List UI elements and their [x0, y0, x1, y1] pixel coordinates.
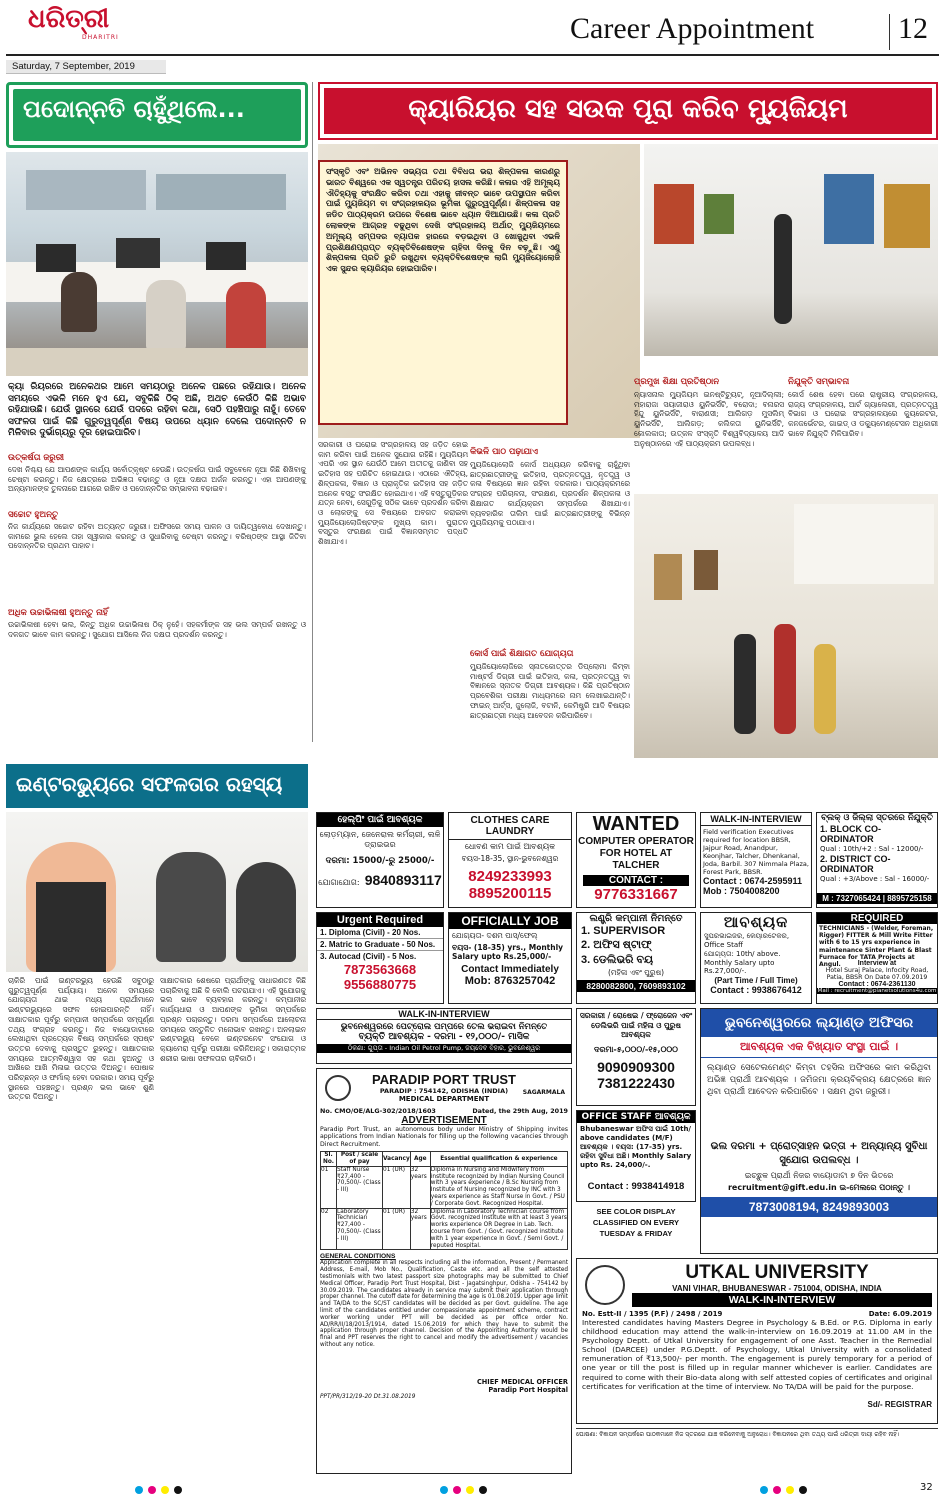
paradip-title: PARADIP PORT TRUST	[372, 1072, 516, 1087]
column-rule	[312, 82, 313, 742]
table-cell: Diploma in Nursing and Midwifery from institute recognized by Indian Nursing Council with 3 years experience / B.Sc Nursing from Institute of Nursing recognized by INC with 3 years experience as Staff Nurse in Govt. / PSU / Corporate Govt. Recognized Hospital.	[430, 1166, 567, 1208]
ad-urgent-row3: 3. Autocad (Civil) - 5 Nos.	[320, 952, 417, 961]
ad-abasyak	[700, 912, 812, 1004]
table-cell: Diploma in Laboratory Technician course from Govt. recognized Institute with at least 3 years works experience OR Degree in Lab. Tech. course from Govt. / Govt. recognized institute with 1 year experience in Govt. / Semi Govt. / reputed Hospital.	[430, 1208, 567, 1249]
ad-abasyak-type: (Part Time / Full Time)	[714, 975, 798, 985]
ad-laundry-phone1: 8249233993	[468, 868, 552, 885]
ad-petrol-line3: ବ୍ୟକ୍ତି ଆବଶ୍ୟକ - ଦରମା - ୧୨,୦୦୦/- ମାସିକ	[358, 1032, 530, 1042]
ad-coordinator-title: ବ୍ଲକ୍ ଓ ଜିଲ୍ଲା ସ୍ତରରେ ନିଯୁକ୍ତି	[821, 813, 933, 823]
paradip-ref-no: No. CMO/OE/ALG-302/2018/1603	[320, 1107, 436, 1115]
rule-vertical	[889, 14, 890, 50]
utkal-signatory: Sd/- REGISTRAR	[867, 1400, 932, 1409]
promotion-p1: ଦେଖ ନିଶ୍ଚୟ ଯେ ଆପଣଙ୍କ କାର୍ଯ୍ୟ ସର୍ବୋତ୍କୃଷ୍ଟ ହେଉଛି। ଉତ୍କର୍ଷତା ପାଇଁ ସବୁବେଳେ ନୂଆ କିଛି ଶିଖିବାକୁ ଚେଷ୍ଟା କରନ୍ତୁ। ନିଜ କ୍ଷେତ୍ରରେ ଅଭିଜ୍ଞତା ବଢାନ୍ତୁ ଓ ନୂଆ ଦକ୍ଷତା ଅର୍ଜନ କରନ୍ତୁ। ଏହା ଆପଣଙ୍କୁ ଅନ୍ୟମାନଙ୍କ ତୁଳନାରେ ଆଗରେ ରଖିବ ଓ ପଦୋନ୍ନତିର ସମ୍ଭାବନା ବଢାଇବ।	[8, 465, 306, 494]
table-cell: Laboratory Technician ₹27,400 - 70,500/- (Class - III)	[337, 1208, 383, 1250]
museum-headline-bar	[318, 82, 938, 140]
ad-land-officer-subtitle: ଆବଶ୍ୟକ ଏକ ବିଖ୍ୟାତ ସଂସ୍ଥା ପାଇଁ ।	[701, 1037, 937, 1058]
ad-office-staff-title: OFFICE STAFF ଆବଶ୍ୟକ	[577, 1111, 695, 1123]
ad-abasyak-title: ଆବଶ୍ୟକ	[723, 913, 789, 931]
ad-urgent-title: Urgent Required	[317, 913, 443, 927]
ad-laundry-company-r1: 1. SUPERVISOR	[581, 925, 666, 937]
ad-wanted-body: COMPUTER OPERATOR FOR HOTEL AT TALCHER	[578, 836, 694, 871]
museum-headline: କ୍ୟାରିୟର ସହ ସଉକ ପୂରା କରିବ ମ୍ୟୁଜିୟମ	[408, 94, 848, 124]
ad-abasyak-posts: ସୁପରଭାଇଜର, କେୟାରଟେକର, Office Staff	[704, 932, 790, 949]
masthead	[0, 0, 945, 72]
ad-petrol-address: ଠିକଣା: ଗୁପ୍ତା - Indian Oil Petrol Pump, ଜୟଦେବ ବିହାର, ଭୁବନେଶ୍ୱର	[317, 1044, 571, 1053]
promotion-sub3: ଅଧିକ ଉଚ୍ଚାଭିଳାଷୀ ହୁଅନ୍ତୁ ନାହିଁ	[8, 608, 108, 618]
ad-laundry-company-phones: 8280082800, 7609893102	[577, 980, 695, 992]
ad-official-job-contact: Contact Immediately	[461, 964, 559, 975]
ad-wanted-contact-label: CONTACT :	[583, 875, 689, 886]
ad-urgent-row2: 2. Matric to Graduate - 50 Nos.	[317, 939, 443, 951]
museum-lead: ସଂସ୍କୃତି ଏବଂ ଅଭିନବ ସଭ୍ୟତା ତଥା ବିବିଧତା ଭରା ଶିଳ୍ପକଳା କାରଣରୁ ଭାରତ ବିଶ୍ୱରେ ଏକ ସ୍ୱତନ୍ତ୍ର ପରିଚୟ ହାସଲ କରିଛି। କଳାର ଏହି ଅମୂଲ୍ୟ ଐତିହ୍ୟକୁ ସଂରକ୍ଷିତ କରିବା ତଥା ଏହାକୁ ଜୀବନ୍ତ ଭାବେ ଉପସ୍ଥାପନ କରିବା ପାଇଁ ମ୍ୟୁଜିୟମ ବା ସଂଗ୍ରହାଳୟର ଭୂମିକା ଗୁରୁତ୍ୱପୂର୍ଣ୍ଣ। ଶିଳ୍ପକଳା ସହ ଜଡିତ ପାଠ୍ୟକ୍ରମ ଉପରେ ବିଶେଷ ଭାବେ ଧ୍ୟାନ ଦିଆଯାଉଛି। କଳା ପ୍ରତି ଲୋକଙ୍କ ଆଗ୍ରହ ବଢୁଥିବା ଦେଖି ସଂଗ୍ରହାଳୟ ଅର୍ଥାତ୍ ମ୍ୟୁଜିୟମରେ ଅମୂଲ୍ୟ ସମ୍ପଦର ବ୍ୟାପକ ହାରରେ ବଡ଼ଇଥିବା ଓ ଖୋଜୁଥିବା ଏଭଳି ପ୍ରଶିକ୍ଷଣପ୍ରାପ୍ତ ବ୍ୟକ୍ତିବିଶେଷଙ୍କ ଚାହିଦା ଦିନକୁ ଦିନ ବଢ଼ୁଛି। ଏଣୁ ଶିଳ୍ପକଳା ପ୍ରତି ରୁଚି ରଖୁଥିବା ବ୍ୟକ୍ତିବିଶେଷଙ୍କ ଲାଗି ମ୍ୟୁଜିୟୋଲୋଜି ଏକ ସୁନ୍ଦର କ୍ୟାରିୟର ହୋଇପାରିବ।	[326, 167, 560, 274]
sagarmala-logo: SAGARMALA	[522, 1089, 565, 1096]
ad-urgent-row1: 1. Diploma (Civil) - 20 Nos.	[317, 927, 443, 939]
color-display-note: SEE COLOR DISPLAY CLASSIFIED ON EVERY TUESDAY & FRIDAY	[592, 1207, 680, 1238]
museum-sub4: ନିଯୁକ୍ତି ସମ୍ଭାବନା	[788, 377, 850, 387]
ad-helping-salary: ଦରମା: 15000/-ରୁ 25000/-	[325, 856, 435, 866]
gallery-photo-right	[644, 144, 938, 356]
utkal-body: Interested candidates having Masters Degree in Psychology & B.Ed. or P.G. Diploma in early childhood education may attend the walk-in-interview on 16.09.2019 at 11.00 AM in the Psychology Deptt. of Utkal University for engagement of one Asst. Teacher in the Remedial School (DARCEE) under P.G.Deptt. of Psychology, Utkal University with a consolidated remuneration of ₹13,500/- per month. The engagement is purely temporary for a period of one year or till the post is filled up in regular manner whichever is earlier. Candidates are required to come with their Bio-data along with self attested copies of certificates and original certificates for verification at the time of interview. No TA/DA will be paid for the purpose.	[582, 1318, 932, 1391]
ad-laundry-title: CLOTHES CARE LAUNDRY	[449, 813, 571, 840]
interview-headline: ଇଣ୍ଟରଭ୍ୟୁରେ ସଫଳତାର ରହସ୍ୟ	[16, 772, 283, 796]
ad-land-officer-email: recruitment@gift.edu.in ଇ-ମେଲରେ ପଠାନ୍ତୁ ।	[727, 1183, 911, 1192]
issue-date: Saturday, 7 September, 2019	[12, 61, 135, 72]
ad-urgent	[316, 912, 444, 1004]
interview-photo	[6, 812, 308, 972]
utkal-walkin: WALK-IN-INTERVIEW	[632, 1293, 932, 1307]
ad-technicians-contact: Contact : 0674-2361130	[838, 981, 916, 988]
utkal-date: Date: 6.09.2019	[868, 1310, 932, 1318]
logo-text: ଧରିତ୍ରୀ	[28, 4, 110, 34]
table-header: Age	[410, 1152, 430, 1167]
ad-delivery-phone1: 9090909300	[597, 1058, 675, 1075]
paradip-signatory: CHIEF MEDICAL OFFICER	[476, 1378, 568, 1387]
footer-disclaimer: ଘୋଷଣା: ବିଜ୍ଞାପନ ସମ୍ପର୍କରେ ପାଠକମାନେ ନିଜ ସ୍ତରରେ ଯାଞ୍ଚ କରିନେବାକୁ ଅନୁରୋଧ। ବିଜ୍ଞାପନରେ ଥିବା ତଥ୍ୟ ପାଇଁ ଧରିତ୍ରୀ ଦାୟୀ ରହିବ ନାହିଁ।	[576, 1428, 938, 1464]
ad-laundry-phone2: 8895200115	[468, 885, 552, 902]
ad-delivery-salary: ଦରମା-୫,୦୦୦/-୧୫,୦୦୦	[594, 1044, 678, 1054]
museum-sub2: କୋର୍ସ ପାଇଁ ଶିକ୍ଷାଗତ ଯୋଗ୍ୟତା	[470, 649, 574, 659]
ad-land-officer-apply: ଇଚ୍ଛୁକ ପ୍ରାର୍ଥୀ ନିଜର ବାୟୋଡାଟା ୭ ଦିନ ଭିତରେ	[744, 1171, 894, 1180]
ad-abasyak-contact: Contact : 9938676412	[710, 984, 802, 995]
table-header-row	[321, 1152, 568, 1167]
ad-delivery-body: ସରକାରୀ / ରୋଷେଇ / ଫ୍ରୋଜେନ ଏବଂ ଡେଲିଭରି ପାଇଁ ମହିଳା ଓ ପୁରୁଷ ଆବଶ୍ୟକ	[579, 1011, 693, 1039]
table-cell: 01 (UR)	[383, 1166, 411, 1208]
promotion-sub1: ଉତ୍କର୍ଷତା ଜରୁରୀ	[8, 453, 65, 463]
utkal-ref-no: No. Estt-II / 1395 (P.F) / 2498 / 2019	[582, 1310, 723, 1318]
museum-col4-top	[634, 360, 784, 374]
table-header: Vacancy	[383, 1152, 411, 1167]
ad-coordinator-post2: 2. DISTRICT CO-ORDINATOR	[820, 854, 891, 874]
ad-wanted	[576, 812, 696, 908]
ad-laundry-company-title: ଲଣ୍ଡ୍ରି କମ୍ପାନୀ ନିମନ୍ତେ	[589, 913, 683, 924]
ad-utkal-university	[576, 1258, 938, 1424]
ad-laundry	[448, 812, 572, 908]
ad-petrol-pump	[316, 1008, 572, 1064]
ad-technicians-title: REQUIRED	[817, 913, 937, 924]
ad-helping-contact-label: ଯୋଗାଯୋଗ:	[318, 878, 360, 887]
table-row	[321, 1208, 568, 1250]
ad-helping-title: ହେଲ୍ପିଂ ପାଇଁ ଆବଶ୍ୟକ	[317, 813, 443, 827]
ad-land-officer	[700, 1008, 938, 1254]
promotion-headline-bar	[6, 82, 308, 148]
ad-office-staff	[576, 1110, 696, 1202]
date-bar	[6, 60, 166, 74]
paradip-signatory-org: Paradip Port Hospital	[488, 1386, 568, 1395]
ad-technicians-body: TECHNICIANS - (Welder, Foreman, Rigger) FITTER & Mill Write Fitter with 6 to 15 yrs experience in maintenance Sinter Plant & Blast Furnace for TATA Projects at Angul.	[819, 925, 934, 969]
ad-helping-roles: ଲୋଡ଼ମ୍ୟାନ, ଜେନେରାଲ କର୍ମଚାରୀ, ଲଳି ଡ୍ରାଇଭର	[319, 830, 441, 849]
ad-delivery	[576, 1008, 696, 1106]
ad-coordinator-phones: M : 7327065424 | 8895725158	[817, 893, 937, 904]
ad-laundry-company-note: (ମହିଳା ଏବଂ ପୁରୁଷ)	[607, 968, 665, 977]
ad-paradip-port	[316, 1068, 572, 1474]
museum-col1b	[318, 572, 468, 758]
logo-subtext: DHARITRI	[82, 34, 119, 41]
ad-laundry-line2: ଧୋବଣ କାମ ପାଇଁ ଆବଶ୍ୟକ	[464, 842, 556, 851]
museum-col5: କୋର୍ସ ଶେଷ ହେବା ପରେ ରାଷ୍ଟ୍ରୀୟ ସଂଗ୍ରହାଳୟ, ରାଜ୍ୟ ସଂଗ୍ରହାଳୟ, ଆର୍ଟ ଗ୍ୟାଲେରୀ, ପ୍ରତ୍ନତତ୍ତ୍ୱ ବିଭାଗ ଓ ଘରୋଇ ସଂଗ୍ରହାଳୟରେ କ୍ୟୁରେଟର, କନଜର୍ଭେଟର, ଗାଇଡ୍ ଓ ଡକ୍ୟୁମେଣ୍ଟେସନ ଅଧିକାରୀ ଭାବେ ନିଯୁକ୍ତି ମିଳିପାରିବ।	[788, 390, 938, 438]
promotion-lead-text: କ୍ୟା ରିୟରରେ ଅନେକଥର ଆମେ ସମୟଠାରୁ ଅନେକ ପଛରେ ରହିଯାଉ। ଅନେକ ସମୟରେ ଏଭଳି ମନେ ହୁଏ ଯେ, ସବୁକିଛି ଠିକ୍ ଅଛି, ଅଥଚ କେଉଁଠି କିଛି ଅଭାବ ରହିଯାଉଛି। ଯେଉଁ ସ୍ଥାନରେ ଯେଉଁ ପଦରେ ରହିବା କଥା, ସେଠି ପହଞ୍ଚିପାରୁ ନାହୁଁ। ତେବେ ସଫଳତା ପାଇଁ କିଛି ଗୁରୁତ୍ୱପୂର୍ଣ୍ଣ ବିଷୟ ଉପରେ ଧ୍ୟାନ ଦେଲେ ପଦୋନ୍ନତି ନ ମିଳିବାର ଦୁର୍ଭାଗ୍ୟରୁ ଦୂର ହୋଇପାରିବ।	[8, 382, 306, 438]
table-header: Post / scale of pay	[337, 1152, 383, 1167]
ad-official-job-qual: ଯୋଗ୍ୟତା- ଦଶମ ପାସ୍/ଫେଲ୍	[452, 931, 538, 940]
ad-official-job-age: ବୟସ- (18-35) yrs., Monthly Salary upto Rs.25,000/-	[452, 943, 564, 961]
interview-col2: ସାକ୍ଷାତକାର ଶେଷରେ ପ୍ରାର୍ଥୀଙ୍କୁ ସାଧାରଣତଃ କିଛି ପଚାରିବାକୁ ଅଛି କି ବୋଲି ପଚରାଯାଏ। ଏହି ସୁଯୋଗକୁ ଭଲ ଭାବେ ବ୍ୟବହାର କରନ୍ତୁ। କମ୍ପାନୀର କାର୍ଯ୍ୟଧାରା ଓ ଆପଣଙ୍କ ଭୂମିକା ସମ୍ପର୍କରେ ପ୍ରଶ୍ନ ପଚାରନ୍ତୁ। ଦରମା ସମ୍ପର୍କରେ ଆଲୋଚନା ସମୟରେ ସନ୍ତୁଳିତ ମନୋଭାବ ରଖନ୍ତୁ। ଅନଲାଇନ ଇଣ୍ଟରଭ୍ୟୁ ବେଳେ ଇଣ୍ଟରନେଟ ସଂଯୋଗ ଓ କ୍ୟାମେରା ପୂର୍ବରୁ ପରୀକ୍ଷା କରିନିଅନ୍ତୁ। ସକାରାତ୍ମକ ଶରୀର ଭାଷା ସଫଳତାର ଚାବିକାଠି।	[160, 976, 306, 1063]
paradip-gc-title: GENERAL CONDITIONS	[320, 1253, 396, 1261]
gallery-photo-bottom	[634, 494, 938, 758]
promotion-headline: ପଦୋନ୍ନତି ଚାହୁଁଥିଲେ...	[23, 95, 245, 123]
table-cell: Staff Nurse ₹27,400 - 70,500/- (Class - III)	[337, 1166, 383, 1208]
museum-sub1: କିଭଳି ପାଠ ପଢ଼ାଯାଏ	[470, 447, 538, 457]
ad-technicians-venue: Hotel Suraj Palace, Infocity Road, Patia, BBSR On Date 07.09.2019	[825, 967, 929, 981]
museum-col1: ସରକାରୀ ଓ ଘରୋଇ ସଂଗ୍ରହାଳୟ ସହ ଜଡ଼ିତ ହୋଇ କାମ କରିବା ପାଇଁ ଅନେକ ସୁଯୋଗ ରହିଛି। ମ୍ୟୁଜିୟମ ଏପରି ଏକ ସ୍ଥାନ ଯେଉଁଠି ଆମେ ଅତୀତକୁ ଜାଣିବା ସହ ଇତିହାସ ସହ ପରିଚିତ ହୋଇଥାଉ। ଏଠାରେ ଐତିହ୍ୟ, ଶିଳ୍ପକଳା, ବିଜ୍ଞାନ ଓ ପ୍ରାକୃତିକ ଇତିହାସ ସହ ଜଡ଼ିତ ଅନେକ ବସ୍ତୁ ସଂରକ୍ଷିତ ହୋଇଥାଏ। ଏହି ବସ୍ତୁଗୁଡ଼ିକର ଯତ୍ନ ନେବା, ସେଗୁଡ଼ିକୁ ସଠିକ ଭାବେ ପ୍ରଦର୍ଶନ କରିବା ଓ ଲୋକଙ୍କୁ ସେ ବିଷୟରେ ଅବଗତ କରାଇବା ମ୍ୟୁଜିୟୋଲୋଜିଷ୍ଟଙ୍କ ମୁଖ୍ୟ କାମ। ପୁରାତନ ବସ୍ତୁର ସଂରକ୍ଷଣ ପାଇଁ ବିଜ୍ଞାନସମ୍ମତ ପଦ୍ଧତି ଶିଖାଯାଏ।	[318, 440, 468, 547]
ad-walkin-field-mob: Mob : 7504008200	[703, 886, 780, 896]
ad-office-staff-body: Bhubaneswar ଅଫିସ ପାଇଁ 10th/ above candidates (M/F) ଆବଶ୍ୟକ । ବୟସ: (17-35) yrs. ରହିବା ସୁବିଧା ଅଛି। Monthly Salary upto Rs. 24,000/-.	[580, 1125, 692, 1169]
ad-helping-phone: 9840893117	[364, 872, 442, 888]
ad-wanted-title: WANTED	[592, 813, 680, 835]
ad-laundry-line3: ବୟସ-18-35, ସ୍ଥାନ-ଭୁବନେଶ୍ୱର	[461, 854, 559, 863]
ad-official-job-mob: Mob: 8763257042	[464, 975, 556, 987]
ad-laundry-company-r2: 2. ଅଫିସ ଷ୍ଟାଫ୍	[581, 939, 652, 951]
paradip-emblem-icon	[325, 1075, 351, 1101]
ad-abasyak-qual: ଯୋଗ୍ୟତା: 10th/ above. Monthly Salary upto Rs.27,000/-.	[704, 950, 781, 975]
utkal-address: VANI VIHAR, BHUBANESWAR - 751004, ODISHA, INDIA	[672, 1284, 882, 1293]
paradip-adv-title: ADVERTISEMENT	[401, 1115, 487, 1126]
ad-wanted-phone: 9776331667	[594, 886, 678, 903]
interview-col1: ଚାକିରି ପାଇଁ ଇଣ୍ଟରଭ୍ୟୁ ହେଉଛି ସବୁଠାରୁ ଗୁରୁତ୍ୱପୂର୍ଣ୍ଣ ପର୍ଯ୍ୟାୟ। ଅନେକ ସମୟରେ ଯୋଗ୍ୟତା ଥାଇ ମଧ୍ୟ ପ୍ରାର୍ଥୀମାନେ ଇଣ୍ଟରଭ୍ୟୁରେ ସଫଳ ହୋଇପାରନ୍ତି ନାହିଁ। ସାକ୍ଷାତକାର ପୂର୍ବରୁ କମ୍ପାନୀ ସମ୍ପର୍କରେ ସମ୍ପୂର୍ଣ୍ଣ ତଥ୍ୟ ସଂଗ୍ରହ କରନ୍ତୁ। ନିଜ ବାୟୋଡାଟାରେ ଲେଖାଥିବା ପ୍ରତ୍ୟେକ ବିଷୟ ସମ୍ପର୍କରେ ସ୍ପଷ୍ଟ ଉତ୍ତର ଦେବାକୁ ପ୍ରସ୍ତୁତ ରୁହନ୍ତୁ। ସାକ୍ଷାତକାର ସମୟରେ ଆତ୍ମବିଶ୍ୱାସ ସହ କଥା ହୁଅନ୍ତୁ ଓ ଆଖିରେ ଆଖି ମିଳାଇ ଉତ୍ତର ଦିଅନ୍ତୁ। ପୋଷାକ ପରିଚ୍ଛନ୍ନ ଓ ଫର୍ମାଲ୍ ହେବା ଦରକାର। ସମୟ ପୂର୍ବରୁ ସ୍ଥାନରେ ପହଞ୍ଚନ୍ତୁ। ପ୍ରଶ୍ନ ଭଲ ଭାବେ ଶୁଣି ଉତ୍ତର ଦିଅନ୍ତୁ।	[8, 976, 154, 1102]
ad-delivery-phone2: 7381222430	[597, 1074, 675, 1091]
print-marks	[0, 1482, 945, 1500]
ad-technicians	[816, 912, 938, 1004]
ad-coordinator-qual2: Qual : +3/Above : Sal - 16000/-	[820, 875, 930, 883]
museum-lead-box	[318, 160, 568, 425]
promotion-lead	[8, 382, 306, 450]
table-cell: 01 (UR)	[383, 1208, 411, 1250]
ad-land-officer-phones: 7873008194, 8249893003	[701, 1197, 937, 1217]
paradip-gc-body: Application complete in all respects including all the information, Present / Permanent Address, E-mail, Mob No., Qualification, Caste etc. and all the self attested testimonials with two latest passport size photographs may be submitted to Chief Medical Officer, Paradip Port Trust Hospital, Dist - Jagatsinghpur, Odisha - 754142 by 30.09.2019. The candidates already in service may submit their application through proper channel. The cutoff date for determining the age is 01.08.2019. Upper age limit and TA/DA to the SC/ST candidates will be decided as per Govt. guideline. The age limit of the candidates entitled under compassionate appointment scheme, contract worker working under PPT will be decided as per office order No. AD/RR/II/18/2013/1914, dated 15.06.2019 for which they have to submit the application through proper channel. Decision of the Appointing Authority would be final and PPT reserves the right to cancel and modify the advertisement / vacancies without any notice.	[320, 1260, 568, 1348]
museum-sub3: ପ୍ରମୁଖ ଶିକ୍ଷା ପ୍ରତିଷ୍ଠାନ	[634, 377, 720, 387]
logo	[10, 4, 170, 41]
utkal-emblem-icon	[585, 1265, 625, 1305]
page-number: 12	[898, 12, 928, 45]
ad-urgent-phone1: 7873563668	[343, 962, 417, 977]
ad-official-job	[448, 912, 572, 1004]
ad-laundry-company-r3: 3. ଡେଲିଭରି ବୟ	[581, 954, 654, 966]
section-title: Career Appointment	[570, 12, 815, 45]
interview-headline-bar	[6, 764, 308, 808]
ad-land-officer-benefits: ଭଲ ଦରମା + ପ୍ରୋତ୍ସାହନ ଭତ୍ତା + ଅନ୍ୟାନ୍ୟ ସୁବିଧା ସୁଯୋଗ ଉପଲବ୍ଧ ।	[710, 1141, 928, 1166]
paradip-pr-ref: PPT/PR/312/19-20 Dt.31.08.2019	[320, 1394, 416, 1401]
ad-technicians-interview: Interview at	[857, 960, 897, 967]
museum-col4: ନ୍ୟାସନାଲ ମ୍ୟୁଜିୟମ ଇନଷ୍ଟିଚ୍ୟୁଟ୍, ନୂଆଦିଲ୍ଲୀ; ମହାରାଜା ସୟାଜୀରାଓ ୟୁନିଭର୍ସିଟି, ବରୋଦା; ବନାରସ ହିନ୍ଦୁ ୟୁନିଭର୍ସିଟି, ବାରାଣସୀ; ଆଲିଗଡ଼ ମୁସଲିମ୍ ୟୁନିଭର୍ସିଟି, ଆଲିଗଡ଼; କଲିକତା ୟୁନିଭର୍ସିଟି, କୋଲକାତା; ଉତ୍କଳ ସଂସ୍କୃତି ବିଶ୍ୱବିଦ୍ୟାଳୟ ଆଦି ଅନୁଷ୍ଠାନରେ ଏହି ପାଠ୍ୟକ୍ରମ ଉପଲବ୍ଧ।	[634, 390, 784, 448]
ad-office-staff-contact: Contact : 9938414918	[587, 1181, 685, 1192]
ad-walkin-field-contact: Contact : 0674-2595911	[703, 876, 803, 886]
table-cell: 32 years	[410, 1208, 430, 1250]
table-cell: 02	[321, 1208, 337, 1250]
table-header: Sl. No.	[321, 1152, 337, 1167]
ad-coordinator	[816, 812, 938, 908]
ad-coordinator-qual1: Qual : 10th/+2 : Sal - 12000/-	[820, 845, 924, 853]
ad-petrol-title: WALK-IN-INTERVIEW	[317, 1009, 571, 1020]
paradip-vacancy-table	[320, 1151, 568, 1250]
ad-helping-contact	[317, 870, 443, 889]
ad-technicians-mail: Mail : recruitment@planetsolutions4u.com	[817, 988, 937, 994]
promotion-sub2: ସଚ୍ଚୋଟ ହୁଅନ୍ତୁ	[8, 510, 59, 520]
table-cell: 32 years	[410, 1166, 430, 1208]
ad-official-job-title: OFFICIALLY JOB	[449, 913, 571, 929]
museum-col3: ମ୍ୟୁଜିୟୋଲୋଜିରେ ସ୍ନାତକୋତ୍ତର ଡିପ୍ଲୋମା କିମ୍ବା ମାଷ୍ଟର୍ସ ଡିଗ୍ରୀ ପାଇଁ ଇତିହାସ, କଳା, ପ୍ରତ୍ନତତ୍ତ୍ୱ ବା ବିଜ୍ଞାନରେ ସ୍ନାତକ ଡିଗ୍ରୀ ଆବଶ୍ୟକ। କିଛି ପ୍ରତିଷ୍ଠାନ ପ୍ରବେଶିକା ପରୀକ୍ଷା ମାଧ୍ୟମରେ ନାମ ଲେଖାଇଥାନ୍ତି। ଫାଇନ୍ ଆର୍ଟ୍ସ, ଜୁଲୋଜି, ବଟାନି, କେମିଷ୍ଟ୍ରି ଆଦି ବିଷୟର ଛାତ୍ରଛାତ୍ରୀ ମଧ୍ୟ ଆବେଦନ କରିପାରିବେ।	[470, 662, 630, 720]
museum-col2: ମ୍ୟୁଜିୟୋଲୋଜି କୋର୍ସ ଅଧ୍ୟୟନ କରିବାକୁ ଚାହୁଁଥିବା ଛାତ୍ରଛାତ୍ରୀଙ୍କୁ ଇତିହାସ, ପ୍ରତ୍ନତତ୍ତ୍ୱ, ନୃତତ୍ତ୍ୱ ଓ କଳା ବିଷୟରେ ଜ୍ଞାନ ରହିବା ଦରକାର। ପାଠ୍ୟକ୍ରମରେ ସଂଗ୍ରହ ପରିଚାଳନା, ସଂରକ୍ଷଣ, ପ୍ରଦର୍ଶନ ଶିଳ୍ପକଳା ଓ ଶିକ୍ଷାଗତ କାର୍ଯ୍ୟକ୍ରମ ସମ୍ପର୍କରେ ଶିଖାଯାଏ। ବ୍ୟବହାରିକ ତାଲିମ ପାଇଁ ଛାତ୍ରଛାତ୍ରୀଙ୍କୁ ବିଭିନ୍ନ ମ୍ୟୁଜିୟମକୁ ପଠାଯାଏ।	[470, 460, 630, 528]
utkal-title: UTKAL UNIVERSITY	[685, 1262, 869, 1283]
ad-urgent-phone2: 9556880775	[343, 977, 417, 992]
ad-walkin-field-title: WALK-IN-INTERVIEW	[701, 813, 811, 826]
paradip-date: Dated, the 29th Aug, 2019	[472, 1107, 568, 1115]
ad-walkin-field-body: Field verification Executives required for location BBSR, Jajpur Road, Anandpur, Keonjhar, Talcher, Dhenkanal, Joda, Barbil. 307 Nimmala Plaza, Forest Park, BBSR.	[703, 828, 809, 876]
ad-laundry-company	[576, 912, 696, 1004]
office-photo	[6, 152, 308, 376]
paradip-address: PARADIP : 754142, ODISHA (INDIA)	[379, 1087, 509, 1095]
ad-coordinator-post1: 1. BLOCK CO-ORDINATOR	[820, 824, 882, 844]
table-header: Essential qualification & experience	[430, 1152, 567, 1167]
ad-helping	[316, 812, 444, 908]
table-cell: 01	[321, 1166, 337, 1208]
masthead-rule	[6, 54, 939, 56]
ad-land-officer-title: ଭୁବନେଶ୍ୱରରେ ଲ୍ୟାଣ୍ଡ ଅଫିସର	[701, 1009, 937, 1037]
ad-petrol-line2: ଭୁବନେଶ୍ୱରରେ ପେଟ୍ରୋଲ ପମ୍ପରେ ତେଲ ଭରାଇବା ନିମନ୍ତେ	[340, 1022, 548, 1032]
paradip-dept: MEDICAL DEPARTMENT	[398, 1095, 490, 1103]
paradip-intro: Paradip Port Trust, an autonomous body under Ministry of Shipping invites applications from Indian Nationals for filling up the following vacancies through Direct Recruitment.	[320, 1126, 568, 1148]
ad-walkin-field	[700, 812, 812, 908]
promotion-p3: ଉଚ୍ଚାଭିଳାଷୀ ହେବା ଭଲ, କିନ୍ତୁ ଅଧିକ ଉଚ୍ଚାଭିଳାଷ ଠିକ୍ ନୁହେଁ। ସହକର୍ମୀଙ୍କ ସହ ଭଲ ସମ୍ପର୍କ ରଖନ୍ତୁ ଓ ଦଳଗତ ଭାବେ କାମ କରନ୍ତୁ। ସୁଯୋଗ ଆସିଲେ ନିଜ ଦକ୍ଷତା ପ୍ରଦର୍ଶନ କରନ୍ତୁ।	[8, 620, 306, 639]
ad-land-officer-body: ଲ୍ୟାଣ୍ଡ ସେଟେଲମେଣ୍ଟ କିମ୍ବା ତହସିଲ ଅଫିସରେ କାମ କରିଥିବା ଅଭିଜ୍ଞ ପ୍ରାର୍ଥୀ ଆବଶ୍ୟକ । ଜମିଜମା କ୍ରୟବିକ୍ରୟ କ୍ଷେତ୍ରରେ ଜ୍ଞାନ ଥିବା ପ୍ରାର୍ଥୀ ଆବେଦନ କରିପାରିବେ । ସକ୍ଷମ ଥିବା ଜରୁରୀ।	[707, 1063, 931, 1097]
promotion-p2: ନିଜ କାର୍ଯ୍ୟରେ ସଚ୍ଚୋଟ ରହିବା ଅତ୍ୟନ୍ତ ଜରୁରୀ। ଅଫିସରେ ସମୟ ପାଳନ ଓ ଦାୟିତ୍ୱବୋଧ ଦେଖାନ୍ତୁ। କାମରେ ଭୁଲ ହେଲେ ତାହା ସ୍ୱୀକାର କରନ୍ତୁ ଓ ସୁଧାରିବାକୁ ଚେଷ୍ଟା କରନ୍ତୁ। ବରିଷ୍ଠଙ୍କ ଆସ୍ଥା ଜିତିବା ପଦୋନ୍ନତିର ପ୍ରଥମ ପାହାଚ।	[8, 522, 306, 551]
footer-page-number: 32	[920, 1482, 933, 1493]
table-row	[321, 1166, 568, 1208]
